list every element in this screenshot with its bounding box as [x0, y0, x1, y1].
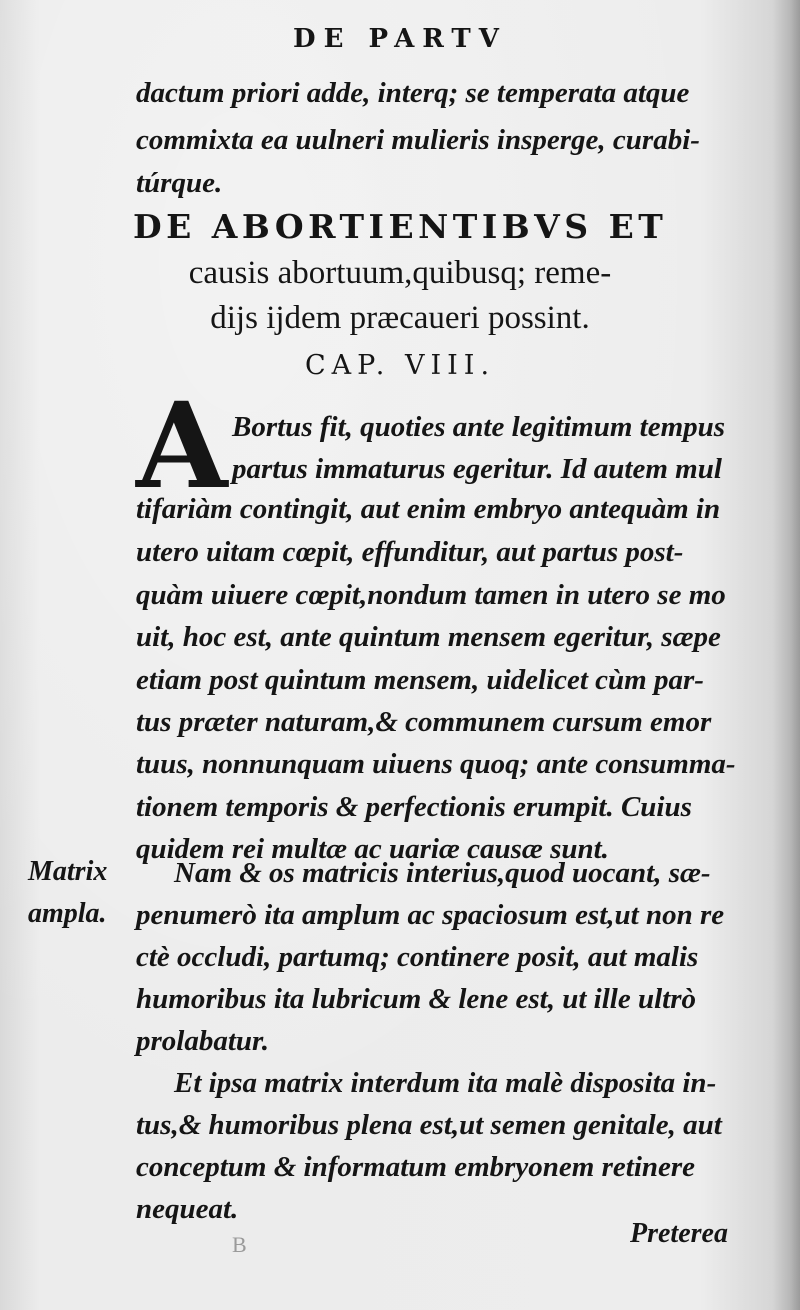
- text-line: etiam post quintum mensem, uidelicet cùm par-: [136, 664, 704, 696]
- text-line: ctè occludi, partumq; continere posit, aut malis: [136, 941, 699, 973]
- signature-mark: B: [232, 1232, 247, 1257]
- page-edge-shadow: [772, 0, 800, 1310]
- text-line: uit, hoc est, ante quintum mensem egeritur, sæpe: [136, 621, 721, 653]
- text-line: penumerò ita amplum ac spaciosum est,ut non re: [136, 899, 725, 931]
- text-line: Et ipsa matrix interdum ita malè disposita in-: [174, 1067, 717, 1099]
- text-line: Nam & os matricis interius,quod uocant, sæ-: [174, 857, 711, 889]
- opening-line: túrque.: [136, 167, 223, 199]
- text-line: tionem temporis & perfectionis erumpit. Cuius: [136, 791, 692, 823]
- text-line: conceptum & informatum embryonem retinere: [136, 1151, 696, 1183]
- chapter-subtitle-line: causis abortuum,quibusq; reme-: [188, 255, 612, 291]
- text-line: tus præter naturam,& communem cursum emor: [136, 706, 712, 738]
- text-line: utero uitam cœpit, effunditur, aut partus post-: [136, 536, 684, 568]
- text-line: prolabatur.: [136, 1025, 269, 1057]
- text-line: quidem rei multæ ac uariæ causæ sunt.: [136, 833, 609, 865]
- text-line: humoribus ita lubricum & lene est, ut ille ultrò: [136, 983, 696, 1015]
- text-line: quàm uiuere cœpit,nondum tamen in utero se mo: [136, 579, 726, 611]
- chapter-subtitle-line: dijs ijdem præcaueri possint.: [210, 300, 590, 336]
- marginal-note: Matrix: [28, 856, 108, 887]
- text-line: tifariàm contingit, aut enim embryo antequàm in: [136, 493, 721, 525]
- running-head: DE PARTV: [293, 24, 507, 54]
- text-line: tuus, nonnunquam uiuens quoq; ante consumma-: [136, 748, 736, 780]
- opening-line: commixta ea uulneri mulieris insperge, curabi-: [136, 124, 700, 156]
- text-line: partus immaturus egeritur. Id autem mul: [232, 453, 722, 485]
- catchword: Preterea: [630, 1218, 728, 1249]
- opening-line: dactum priori adde, interq; se temperata atque: [136, 77, 690, 109]
- marginal-note: ampla.: [28, 898, 107, 929]
- text-line: tus,& humoribus plena est,ut semen genitale, aut: [136, 1109, 722, 1141]
- chapter-number: CAP. VIII.: [304, 350, 496, 381]
- text-line: Bortus fit, quoties ante legitimum tempus: [232, 411, 726, 443]
- text-line: nequeat.: [136, 1193, 239, 1225]
- chapter-title: DE ABORTIENTIBVS ET: [133, 207, 668, 246]
- drop-cap: A: [136, 376, 228, 515]
